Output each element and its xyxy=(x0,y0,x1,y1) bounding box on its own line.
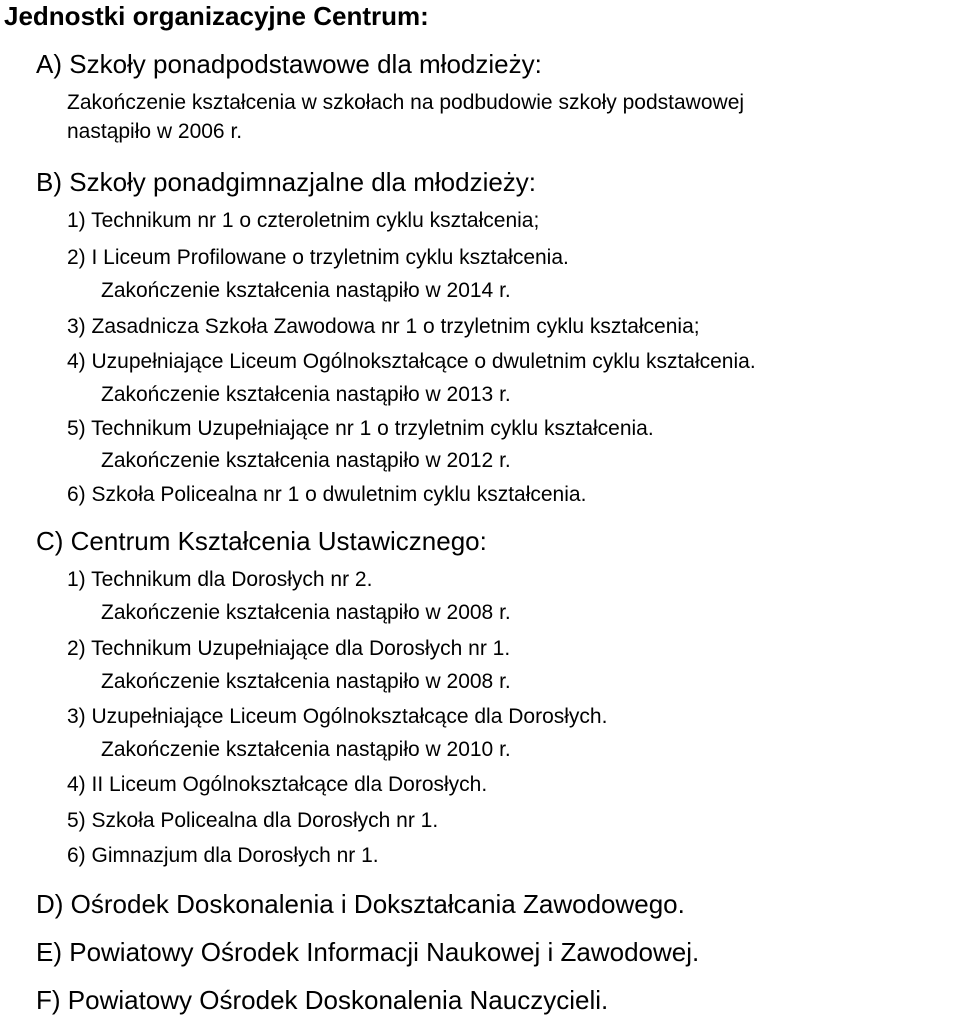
section-b-item: 3) Zasadnicza Szkoła Zawodowa nr 1 o trzyletnim cyklu kształcenia; xyxy=(67,315,700,338)
section-a-note: Zakończenie kształcenia w szkołach na podbudowie szkoły podstawowej xyxy=(67,91,745,114)
section-b-item: 5) Technikum Uzupełniające nr 1 o trzyletnim cyklu kształcenia. xyxy=(67,417,654,440)
section-d-heading: D) Ośrodek Doskonalenia i Dokształcania Zawodowego. xyxy=(36,889,685,919)
section-a-heading: A) Szkoły ponadpodstawowe dla młodzieży: xyxy=(36,49,542,79)
section-c-note: Zakończenie kształcenia nastąpiło w 2008 r. xyxy=(101,601,511,624)
section-b-item: 1) Technikum nr 1 o czteroletnim cyklu kształcenia; xyxy=(67,209,540,232)
section-c-item: 2) Technikum Uzupełniające dla Dorosłych nr 1. xyxy=(67,637,511,660)
section-b-note: Zakończenie kształcenia nastąpiło w 2013 r. xyxy=(101,383,511,406)
section-c-heading: C) Centrum Kształcenia Ustawicznego: xyxy=(36,526,487,556)
section-a-note: nastąpiło w 2006 r. xyxy=(67,120,243,143)
section-b-item: 2) I Liceum Profilowane o trzyletnim cyklu kształcenia. xyxy=(67,246,569,269)
section-b-note: Zakończenie kształcenia nastąpiło w 2014 r. xyxy=(101,279,511,302)
section-e-heading: E) Powiatowy Ośrodek Informacji Naukowej i Zawodowej. xyxy=(36,937,700,967)
section-c-item: 3) Uzupełniające Liceum Ogólnokształcące dla Dorosłych. xyxy=(67,705,608,728)
section-b-note: Zakończenie kształcenia nastąpiło w 2012 r. xyxy=(101,449,511,472)
section-c-item: 1) Technikum dla Dorosłych nr 2. xyxy=(67,568,373,591)
section-c-item: 6) Gimnazjum dla Dorosłych nr 1. xyxy=(67,844,379,867)
section-c-note: Zakończenie kształcenia nastąpiło w 2010 r. xyxy=(101,738,511,761)
document-title: Jednostki organizacyjne Centrum: xyxy=(4,1,429,31)
section-c-item: 4) II Liceum Ogólnokształcące dla Dorosłych. xyxy=(67,773,488,796)
section-b-item: 6) Szkoła Policealna nr 1 o dwuletnim cyklu kształcenia. xyxy=(67,483,587,506)
section-f-heading: F) Powiatowy Ośrodek Doskonalenia Nauczycieli. xyxy=(36,985,609,1015)
section-c-note: Zakończenie kształcenia nastąpiło w 2008 r. xyxy=(101,670,511,693)
section-b-item: 4) Uzupełniające Liceum Ogólnokształcące o dwuletnim cyklu kształcenia. xyxy=(67,350,756,373)
section-c-item: 5) Szkoła Policealna dla Dorosłych nr 1. xyxy=(67,809,439,832)
section-b-heading: B) Szkoły ponadgimnazjalne dla młodzieży: xyxy=(36,167,537,197)
